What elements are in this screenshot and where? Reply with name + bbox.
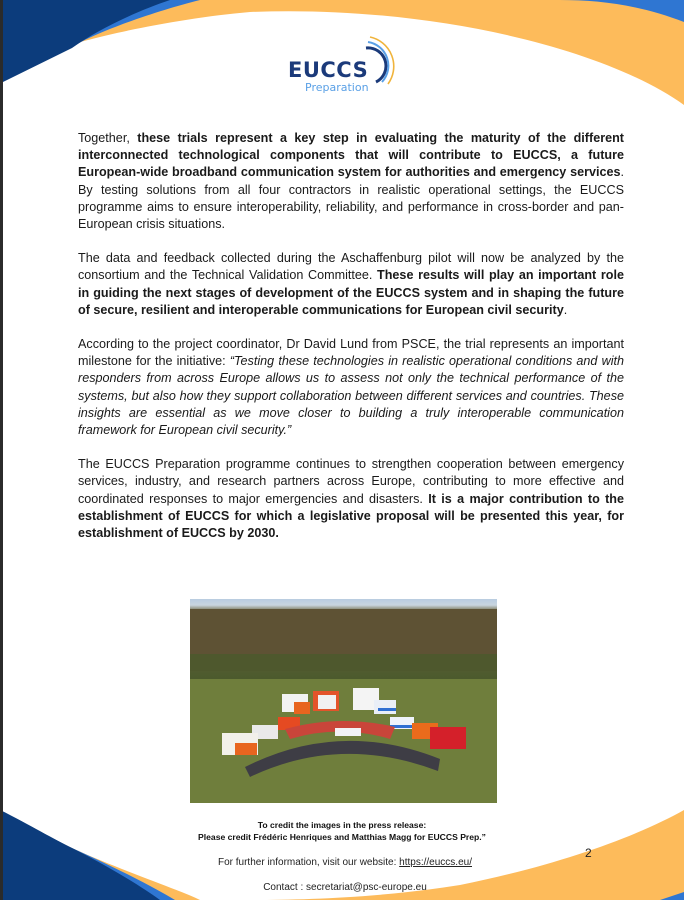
paragraph-2 <box>78 250 624 319</box>
article-body <box>78 130 624 559</box>
credit-line-2: Please credit Frédéric Henriques and Matthias Magg for EUCCS Prep.” <box>198 831 486 842</box>
euccs-logo <box>284 36 404 98</box>
further-info <box>0 857 684 868</box>
viewer-left-edge <box>0 0 3 900</box>
photo-illustration <box>190 599 497 803</box>
text-segment-bold: It is a major contribution to the establishment of EUCCS for which a legislative proposal will be presented this year, for establishment of EUCCS by 2030. <box>78 491 624 541</box>
quote-italic: “Testing these technologies in realistic operational conditions and with responders from across Europe allows us to assess not only the technical performance of the systems, but also how they support collaboration between different services and countries. These insights are essential as we move closer to building a truly interoperable communication framework for European civil security.” <box>78 354 624 438</box>
paragraph-4 <box>78 456 624 542</box>
paragraph-3 <box>78 336 624 439</box>
text-segment: According to the project coordinator, Dr David Lund from PSCE, the trial represents an important milestone for the initiative: <box>78 337 624 369</box>
page-number: 2 <box>585 846 592 860</box>
text-segment-bold: these trials represent a key step in evaluating the maturity of the different interconnected technological components that will contribute to EUCCS, a future European-wide broadband communication system for authorities and emergency services <box>78 131 624 180</box>
text-segment: The data and feedback collected during the Aschaffenburg pilot will now be analyzed by the consortium and the Technical Validation Committee. <box>78 251 624 283</box>
text-segment: . By testing solutions from all four contractors in realistic operational settings, the EUCCS programme aims to ensure interoperability, reliability, and performance in cross-border and pan-European crisis situations. <box>78 165 624 232</box>
logo-subtitle: Preparation <box>305 81 369 94</box>
text-segment: . <box>563 302 568 317</box>
info-prefix: For further information, visit our website: <box>217 857 400 868</box>
group-photo <box>190 599 497 803</box>
paragraph-1 <box>78 130 624 233</box>
contact-line: Contact : secretariat@psc-europe.eu <box>263 882 427 893</box>
image-credit <box>0 820 684 843</box>
website-link[interactable]: https://euccs.eu/ <box>399 857 472 868</box>
text-segment: The EUCCS Preparation programme continues to strengthen cooperation between emergency services, industry, and research partners across Europe, contributing to more effective and coordinated responses to major emergencies and disasters. <box>78 457 624 506</box>
signal-arcs-icon <box>362 36 402 86</box>
credit-line-1: To credit the images in the press release: <box>257 820 427 830</box>
text-segment-bold: These results will play an important role in guiding the next stages of development of the EUCCS system and in shaping the future of secure, resilient and interoperable communications for European civil security <box>78 268 624 317</box>
text-segment: Together, <box>78 131 138 145</box>
logo-wordmark: EUCCS <box>288 58 369 82</box>
